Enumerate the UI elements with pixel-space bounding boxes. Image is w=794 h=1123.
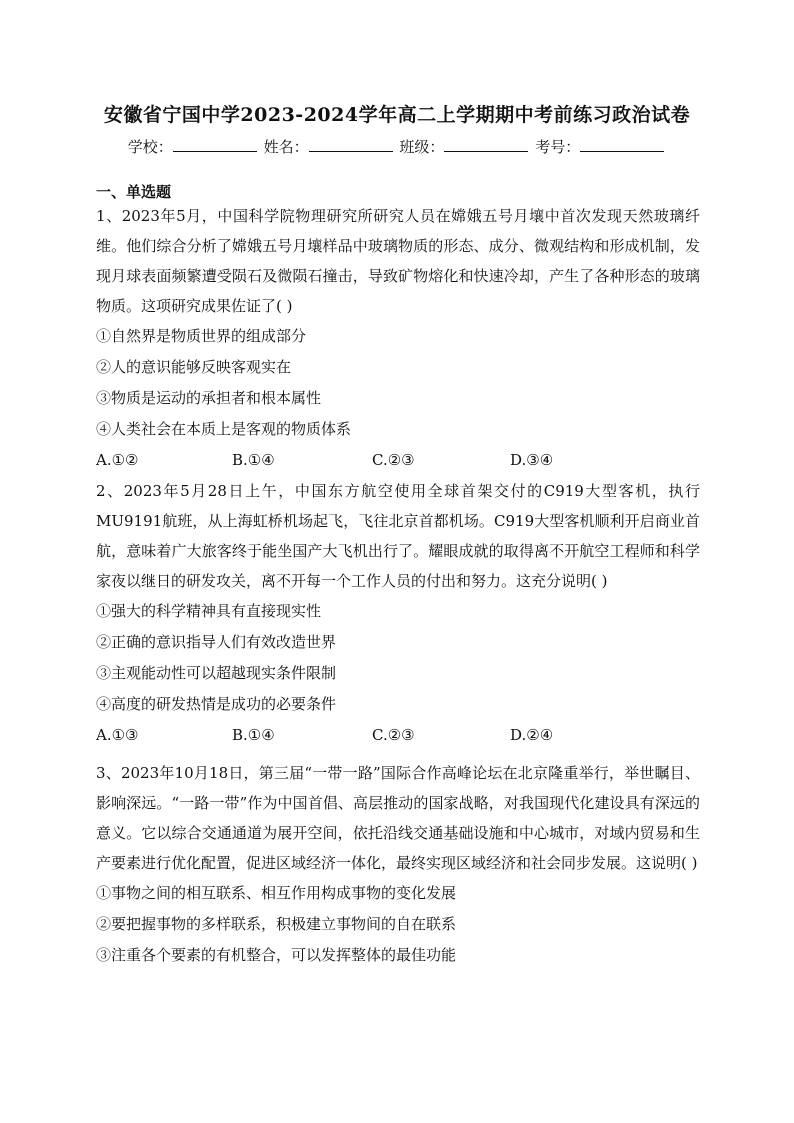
student-info-line	[0, 136, 794, 157]
question-option: ③注重各个要素的有机整合，可以发挥整体的最佳功能	[96, 946, 457, 964]
question-stem: 2、2023年5月28日上午，中国东方航空使用全球首架交付的C919大型客机，执行MU9191航班，从上海虹桥机场起飞，飞往北京首都机场。C919大型客机顺利开启商业首航，意味着广大旅客终于能坐国产大飞机出行了。耀眼成就的取得离不开航空工程师和科学家夜以继日的研发攻关，离不开每一个工作人员的付出和努力。这充分说明( )	[96, 482, 700, 590]
question-3	[96, 758, 700, 971]
question-option: ②正确的意识指导人们有效改造世界	[96, 633, 337, 651]
answer-choice-a[interactable]: A.①②	[96, 451, 139, 469]
answer-choice-b[interactable]: B.①④	[232, 451, 275, 469]
question-option: ④高度的研发热情是成功的必要条件	[96, 695, 337, 713]
answer-choice-d[interactable]: D.③④	[510, 451, 554, 469]
question-stem: 1、2023年5月，中国科学院物理研究所研究人员在嫦娥五号月壤中首次发现天然玻璃纤维。他们综合分析了嫦娥五号月壤样品中玻璃物质的形态、成分、微观结构和形成机制，发现月球表面频繁遭受陨石及微陨石撞击，导致矿物熔化和快速冷却，产生了各种形态的玻璃物质。这项研究成果佐证了( )	[96, 207, 700, 315]
school-label: 学校：	[127, 138, 173, 156]
question-option: ①事物之间的相互联系、相互作用构成事物的变化发展	[96, 884, 457, 902]
answer-choice-c[interactable]: C.②③	[372, 451, 415, 469]
question-1	[96, 201, 700, 476]
id-blank[interactable]	[580, 137, 664, 152]
question-stem: 3、2023年10月18日，第三届“一带一路”国际合作高峰论坛在北京隆重举行，举世瞩目、影响深远。“一路一带”作为中国首倡、高层推动的国家战略，对我国现代化建设具有深远的意义。它以综合交通通道为展开空间，依托沿线交通基础设施和中心城市，对域内贸易和生产要素进行优化配置，促进区域经济一体化，最终实现区域经济和社会同步发展。这说明( )	[96, 764, 700, 872]
name-blank[interactable]	[309, 137, 393, 152]
question-2	[96, 476, 700, 751]
name-label: 姓名：	[263, 138, 309, 156]
class-label: 班级：	[399, 138, 445, 156]
id-label: 考号：	[535, 138, 581, 156]
class-blank[interactable]	[444, 137, 528, 152]
school-blank[interactable]	[173, 137, 257, 152]
question-option: ②要把握事物的多样联系，积极建立事物间的自在联系	[96, 915, 457, 933]
question-option: ②人的意识能够反映客观实在	[96, 358, 292, 376]
answer-choices	[96, 445, 700, 476]
answer-choice-c[interactable]: C.②③	[372, 726, 415, 744]
answer-choices	[96, 720, 700, 751]
question-option: ③主观能动性可以超越现实条件限制	[96, 664, 337, 682]
question-option: ④人类社会在本质上是客观的物质体系	[96, 420, 352, 438]
answer-choice-b[interactable]: B.①④	[232, 726, 275, 744]
answer-choice-d[interactable]: D.②④	[510, 726, 554, 744]
answer-choice-a[interactable]: A.①③	[96, 726, 139, 744]
question-option: ③物质是运动的承担者和根本属性	[96, 389, 322, 407]
exam-title: 安徽省宁国中学2023-2024学年高二上学期期中考前练习政治试卷	[103, 104, 691, 126]
question-option: ①强大的科学精神具有直接现实性	[96, 602, 322, 620]
question-option: ①自然界是物质世界的组成部分	[96, 327, 307, 345]
section-heading: 一、单选题	[96, 183, 172, 201]
